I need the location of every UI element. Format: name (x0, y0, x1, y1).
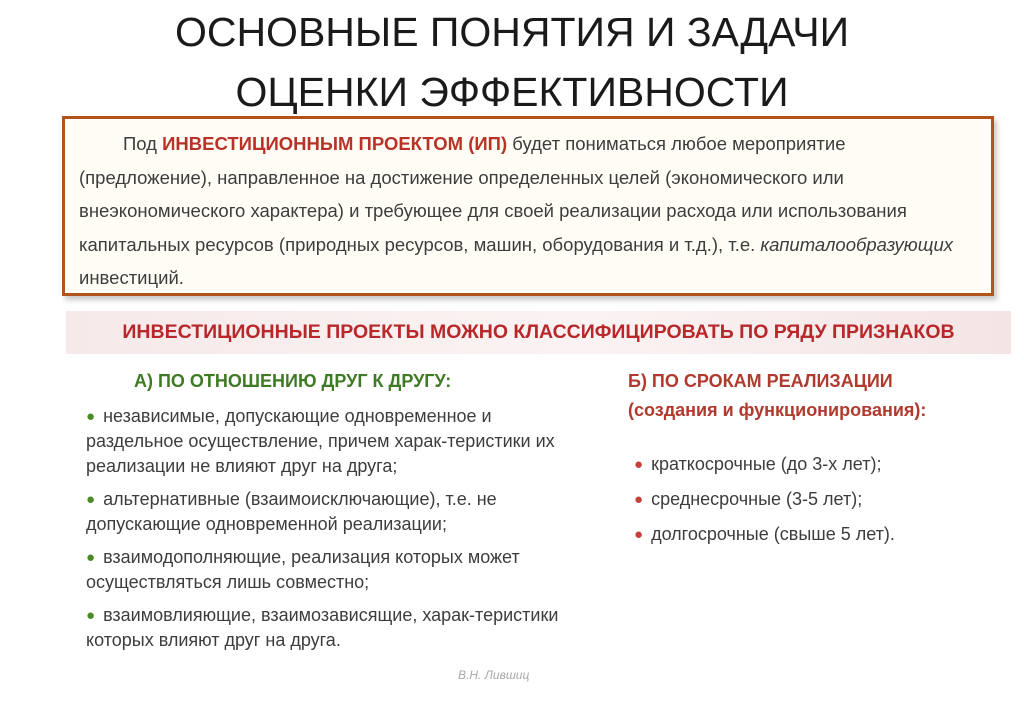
column-b-heading-line-1: Б) ПО СРОКАМ РЕАЛИЗАЦИИ (628, 371, 893, 391)
slide-title (0, 2, 1024, 122)
title-line-1: ОСНОВНЫЕ ПОНЯТИЯ И ЗАДАЧИ (174, 9, 850, 55)
classification-band: ИНВЕСТИЦИОННЫЕ ПРОЕКТЫ МОЖНО КЛАССИФИЦИРОВАТЬ ПО РЯДУ ПРИЗНАКОВ (66, 311, 1011, 354)
title-line-2: ОЦЕНКИ ЭФФЕКТИВНОСТИ (235, 69, 789, 115)
circle-bullet-icon: ● (86, 491, 96, 508)
column-a-list (86, 404, 581, 661)
definition-prefix: Под (123, 133, 163, 154)
circle-bullet-icon: ● (634, 491, 644, 508)
definition-italic: капиталообразующих (760, 233, 953, 255)
circle-bullet-icon: ● (634, 526, 644, 543)
list-item: ● краткосрочные (до 3-х лет); (634, 447, 1014, 482)
definition-term: ИНВЕСТИЦИОННЫМ ПРОЕКТОМ (ИП) (162, 133, 508, 154)
list-item: ● долгосрочные (свыше 5 лет). (634, 517, 1014, 552)
column-a-heading: А) ПО ОТНОШЕНИЮ ДРУГ К ДРУГУ: (134, 371, 452, 391)
column-b-heading-line-2: (создания и функционирования): (628, 400, 927, 420)
definition-text: будет пониматься любое мероприятие (предложение), направленное на достижение определенных целей (экономического или внеэкономического характера) и требующее для своей реализации расхода или использования капитальных ресурсов (природных ресурсов, машин, оборудования и т.д.), т.е. (79, 133, 907, 255)
list-item: ● альтернативные (взаимоисключающие), т.е. не допускающие одновременной реализации; (86, 489, 497, 534)
definition-suffix: инвестиций. (79, 267, 184, 288)
copyright-note: В.Н. Лившиц (458, 668, 530, 682)
circle-bullet-icon: ● (86, 408, 96, 425)
circle-bullet-icon: ● (634, 456, 644, 473)
list-item: ● среднесрочные (3-5 лет); (634, 482, 1014, 517)
list-item: ● взаимовлияющие, взаимозависящие, харак-теристики которых влияют друг на друга. (86, 605, 559, 650)
definition-box (62, 116, 994, 296)
column-b-heading (628, 367, 998, 425)
list-item: ● независимые, допускающие одновременное и раздельное осуществление, причем харак-теристики их реализации не влияют друг на друга; (86, 406, 555, 476)
column-b-list (634, 447, 1014, 552)
circle-bullet-icon: ● (86, 607, 96, 624)
list-item: ● взаимодополняющие, реализация которых может осуществляться лишь совместно; (86, 547, 520, 592)
circle-bullet-icon: ● (86, 549, 96, 566)
